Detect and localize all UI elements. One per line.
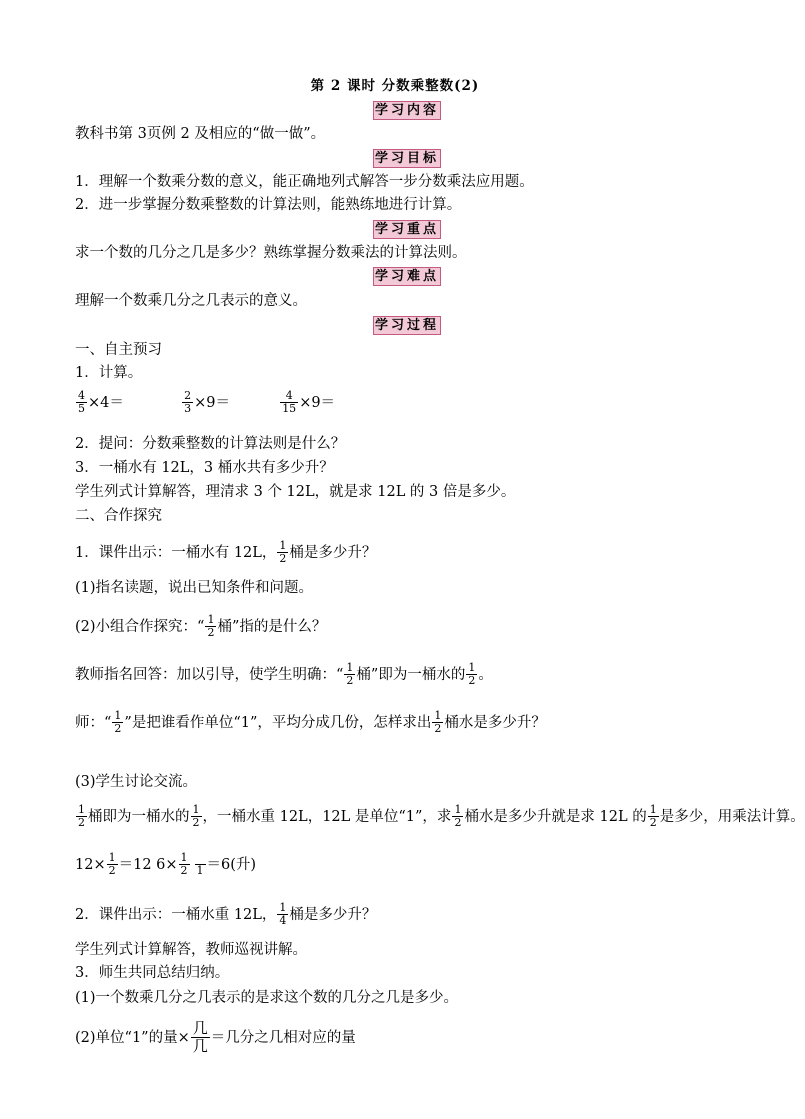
difficulty-text: 理解一个数乘几分之几表示的意义。	[75, 293, 307, 309]
goal-2: 2．进一步掌握分数乘整数的计算法则，能熟练地进行计算。	[75, 197, 462, 213]
badge-goals: 学习目标	[374, 151, 439, 166]
problem-1g: 12× $\frac{1}{2}$ ＝12 6× $\frac{1}{2}$ 1 ＝6(升)	[75, 851, 257, 877]
lesson-title: 第 2 课时 分数乘整数(2)	[310, 78, 480, 94]
fraction: $\frac{4}{15}$	[282, 389, 297, 415]
problem-1e: (3)学生讨论交流。	[75, 774, 198, 790]
badge-content: 学习内容	[374, 103, 439, 118]
problem-1a: (1)指名读题，说出已知条件和问题。	[75, 580, 314, 596]
calc-row: $\frac{4}{5}$ ×4＝ $\frac{2}{3}$ ×9＝ $\frac{4}{15}$ ×9＝	[78, 389, 336, 415]
problem-3: 3．师生共同总结归纳。	[75, 965, 230, 981]
s1-question-3: 3．一桶水有 12L，3 桶水共有多少升？	[75, 460, 334, 476]
section-1-heading: 一、自主预习	[75, 342, 162, 358]
badge-key: 学习重点	[374, 222, 439, 237]
problem-2: 2．课件出示：一桶水重 12L， $\frac{1}{4}$ 桶是多少升？	[75, 901, 377, 927]
problem-2a: 学生列式计算解答，教师巡视讲解。	[75, 942, 307, 958]
fraction: $\frac{2}{3}$	[184, 389, 192, 415]
s1-answer-3: 学生列式计算解答，理清求 3 个 12L，就是求 12L 的 3 倍是多少。	[75, 484, 516, 500]
section-2-heading: 二、合作探究	[75, 508, 162, 524]
problem-3a: (1)一个数乘几分之几表示的是求这个数的几分之几是多少。	[75, 990, 459, 1006]
badge-difficulty: 学习难点	[374, 269, 439, 284]
s1-question-1: 1．计算。	[75, 365, 143, 381]
problem-3b: (2)单位“1”的量× $\frac{\text{几}}{\text{几}}$ ＝几分之几相对应的量	[75, 1019, 356, 1055]
problem-1d: 师：“ $\frac{1}{2}$ ”是把谁看作单位“1”，平均分成几份，怎样求出 $\frac{1}{2}$ 桶水是多少升？	[75, 709, 546, 735]
problem-1c: 教师指名回答：加以引导，使学生明确：“ $\frac{1}{2}$ 桶”即为一桶水的 $\frac{1}{2}$ 。	[75, 661, 493, 687]
badge-process: 学习过程	[374, 318, 439, 333]
content-text: 教科书第 3页例 2 及相应的“做一做”。	[75, 126, 326, 142]
s1-question-2: 2．提问：分数乘整数的计算法则是什么？	[75, 436, 346, 452]
goal-1: 1．理解一个数乘分数的意义，能正确地列式解答一步分数乘法应用题。	[75, 174, 534, 190]
key-text: 求一个数的几分之几是多少？熟练掌握分数乘法的计算法则。	[75, 245, 467, 261]
fraction: $\frac{4}{5}$	[78, 389, 85, 415]
problem-1b: (2)小组合作探究：“ $\frac{1}{2}$ 桶”指的是什么？	[75, 613, 327, 639]
problem-1: 1．课件出示：一桶水有 12L， $\frac{1}{2}$ 桶是多少升？	[75, 539, 377, 565]
problem-1f: $\frac{1}{2}$ 桶即为一桶水的 $\frac{1}{2}$ ，一桶水重 12L，12L 是单位“1”，求 $\frac{1}{2}$ 桶水是多少升就是求 12L 的 $\frac{1}{2}$ 是多少，用乘法计算。	[78, 803, 805, 829]
